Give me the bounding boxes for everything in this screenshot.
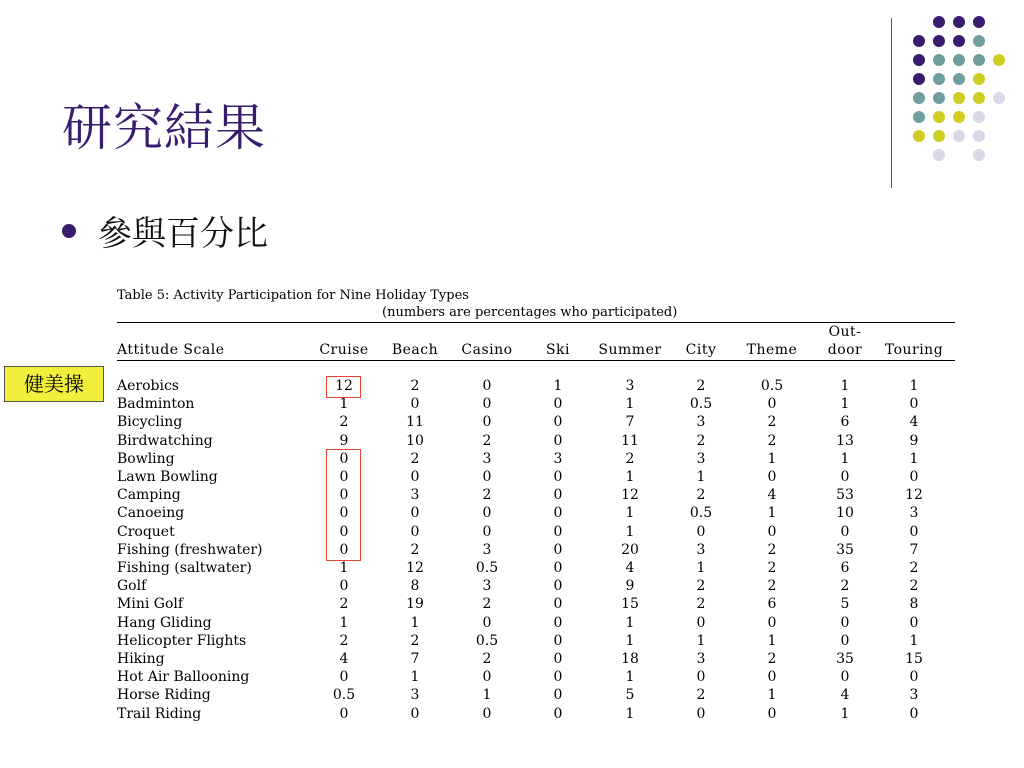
table-row-label: Lawn Bowling	[117, 469, 218, 485]
table-cell: 0	[482, 414, 492, 431]
table-cell: 1	[482, 687, 492, 704]
decorative-dot	[913, 111, 925, 123]
table-cell: 2	[696, 432, 706, 449]
bullet-text: 參與百分比	[98, 214, 268, 254]
table-cell: 0	[553, 432, 563, 449]
table-row-label: Golf	[117, 578, 147, 595]
table-cell: 3	[553, 450, 563, 467]
table-row-label: Horse Riding	[117, 687, 211, 704]
table-cell: 0	[767, 469, 777, 485]
table-cell: 0	[553, 414, 563, 431]
column-header: Out-	[828, 324, 862, 340]
table-cell: 0	[696, 705, 706, 722]
table-cell: 0	[482, 669, 492, 686]
table-cell: 0	[767, 523, 777, 540]
table-cell: 0	[553, 396, 563, 413]
table-cell: 53	[836, 487, 854, 504]
table-cell: 8	[410, 578, 420, 595]
table-cell: 0	[339, 450, 349, 467]
column-header: Cruise	[319, 342, 369, 358]
table-cell: 1	[625, 632, 635, 649]
table-cell: 4	[909, 414, 919, 431]
table-cell: 35	[836, 541, 854, 558]
table-cell: 7	[410, 651, 420, 667]
table-cell: 0	[553, 578, 563, 595]
column-header: door	[827, 342, 863, 358]
table-cell: 1	[625, 469, 635, 485]
table-cell: 0	[553, 687, 563, 704]
decorative-dot	[913, 73, 925, 85]
table-cell: 3	[625, 378, 635, 394]
column-header: City	[685, 342, 717, 358]
table-cell: 1	[840, 705, 850, 722]
decorative-dot	[953, 130, 965, 142]
table-cell: 1	[840, 396, 850, 413]
table-cell: 2	[767, 541, 777, 558]
table-row-label: Bicycling	[117, 414, 183, 431]
table-cell: 1	[339, 560, 349, 576]
table-cell: 20	[621, 541, 639, 558]
table-row-label: Badminton	[117, 396, 195, 413]
table-cell: 13	[836, 432, 854, 449]
table-cell: 1	[767, 450, 777, 467]
highlight-box-aerobics	[326, 376, 361, 398]
table-cell: 0	[840, 469, 850, 485]
table-cell: 18	[621, 651, 639, 667]
bullet-icon	[62, 224, 76, 238]
table-cell: 12	[905, 487, 923, 504]
table-cell: 0	[553, 541, 563, 558]
table-row-label: Birdwatching	[117, 432, 213, 449]
table-cell: 1	[696, 560, 706, 576]
table-cell: 0	[339, 523, 349, 540]
table-cell: 9	[909, 432, 919, 449]
table-cell: 2	[410, 541, 420, 558]
table-cell: 0	[553, 596, 563, 613]
table-cell: 15	[621, 596, 639, 613]
decorative-dot	[973, 130, 985, 142]
table-cell: 2	[767, 578, 777, 595]
table-cell: 12	[406, 560, 424, 576]
table-row-label: Croquet	[117, 523, 175, 540]
table-cell: 1	[625, 669, 635, 686]
table-row-label: Aerobics	[117, 378, 179, 394]
table-cell: 4	[625, 560, 635, 576]
decorative-dot	[953, 73, 965, 85]
decorative-dot	[933, 16, 945, 28]
table-cell: 1	[909, 632, 919, 649]
decorative-dot	[973, 111, 985, 123]
table-row-label: Hiking	[117, 651, 165, 667]
highlight-box-cruise-zeros	[326, 449, 361, 561]
decorative-dot	[973, 35, 985, 47]
table-cell: 4	[767, 487, 777, 504]
table-cell: 11	[621, 432, 639, 449]
table-cell: 0	[909, 396, 919, 413]
table-cell: 1	[909, 378, 919, 394]
table-row-label: Trail Riding	[117, 705, 202, 722]
table-row-label: Canoeing	[117, 505, 185, 522]
table-cell: 0	[482, 378, 492, 394]
table-cell: 2	[696, 596, 706, 613]
table-cell: 0	[767, 614, 777, 631]
decorative-dot	[913, 92, 925, 104]
table-cell: 2	[410, 632, 420, 649]
table-cell: 2	[696, 578, 706, 595]
table-row-label: Mini Golf	[117, 596, 184, 613]
decorative-dot	[993, 92, 1005, 104]
table-row-label: Fishing (freshwater)	[117, 541, 263, 558]
table-cell: 1	[339, 614, 349, 631]
table-cell: 2	[840, 578, 850, 595]
table-cell: 0.5	[689, 396, 713, 413]
column-header: Summer	[598, 342, 662, 358]
table-cell: 0	[482, 396, 492, 413]
bullet-item	[62, 206, 268, 255]
table-cell: 2	[482, 487, 492, 504]
decorative-dot	[933, 54, 945, 66]
table-cell: 2	[339, 632, 349, 649]
decorative-dot	[913, 35, 925, 47]
column-header: Touring	[884, 342, 944, 358]
table-top-rule	[117, 322, 955, 323]
table-row-label: Hang Gliding	[117, 614, 212, 631]
table-cell: 0	[553, 523, 563, 540]
column-header: Theme	[746, 342, 798, 358]
table-cell: 6	[767, 596, 777, 613]
decorative-dot	[993, 54, 1005, 66]
table-cell: 0	[553, 560, 563, 576]
table-cell: 0	[339, 487, 349, 504]
table-cell: 9	[339, 432, 349, 449]
table-cell: 0	[909, 705, 919, 722]
table-cell: 3	[482, 578, 492, 595]
table-cell: 1	[696, 469, 706, 485]
decorative-dot	[953, 54, 965, 66]
table-cell: 6	[840, 414, 850, 431]
table-cell: 0	[339, 469, 349, 485]
table-cell: 0	[339, 505, 349, 522]
decorative-dot	[973, 16, 985, 28]
table-cell: 2	[339, 414, 349, 431]
table-cell: 0	[696, 669, 706, 686]
table-cell: 0	[553, 669, 563, 686]
table-row-label: Hot Air Ballooning	[117, 669, 250, 686]
decorative-dot	[973, 149, 985, 161]
table-cell: 1	[339, 396, 349, 413]
table-cell: 0	[410, 469, 420, 485]
table-cell: 6	[840, 560, 850, 576]
table-cell: 0	[553, 487, 563, 504]
table-cell: 0	[553, 614, 563, 631]
table-cell: 0	[339, 705, 349, 722]
table-caption: Table 5: Activity Participation for Nine Holiday Types	[117, 288, 469, 303]
table-cell: 0	[482, 705, 492, 722]
table-cell: 10	[406, 432, 424, 449]
decorative-dot	[913, 130, 925, 142]
table-cell: 0	[840, 669, 850, 686]
table-cell: 3	[909, 687, 919, 704]
decorative-dot	[933, 92, 945, 104]
table-cell: 3	[696, 541, 706, 558]
decorative-dot	[973, 92, 985, 104]
decorative-dot	[953, 92, 965, 104]
table-cell: 1	[553, 378, 563, 394]
table-cell: 0.5	[475, 560, 499, 576]
table-cell: 1	[767, 632, 777, 649]
table-cell: 35	[836, 651, 854, 667]
decorative-dot	[933, 111, 945, 123]
table-cell: 0.5	[475, 632, 499, 649]
table-cell: 11	[406, 414, 424, 431]
table-cell: 0	[840, 614, 850, 631]
table-cell: 3	[696, 450, 706, 467]
table-row-label: Bowling	[117, 450, 175, 467]
table-cell: 2	[767, 414, 777, 431]
table-cell: 0	[696, 523, 706, 540]
table-cell: 2	[625, 450, 635, 467]
table-subcaption: (numbers are percentages who participated)	[382, 305, 678, 320]
table-cell: 1	[909, 450, 919, 467]
table-cell: 10	[836, 505, 854, 522]
table-cell: 0	[339, 578, 349, 595]
table-cell: 3	[410, 487, 420, 504]
table-cell: 0	[909, 614, 919, 631]
table-cell: 0	[553, 505, 563, 522]
table-cell: 0	[840, 632, 850, 649]
table-cell: 0	[767, 705, 777, 722]
table-cell: 1	[696, 632, 706, 649]
table-row-label: Camping	[117, 487, 181, 504]
table-cell: 0	[767, 396, 777, 413]
table-cell: 7	[909, 541, 919, 558]
table-cell: 0	[410, 705, 420, 722]
table-cell: 12	[335, 378, 353, 394]
table-cell: 8	[909, 596, 919, 613]
table-header-rule	[117, 360, 955, 361]
table-cell: 0	[410, 505, 420, 522]
table-cell: 2	[909, 560, 919, 576]
table-cell: 12	[621, 487, 639, 504]
table-cell: 1	[625, 523, 635, 540]
decorative-dot	[933, 149, 945, 161]
table-cell: 0	[482, 523, 492, 540]
table-cell: 2	[767, 560, 777, 576]
table-cell: 0	[410, 396, 420, 413]
table-cell: 1	[840, 378, 850, 394]
table-cell: 7	[625, 414, 635, 431]
table-cell: 2	[696, 378, 706, 394]
table-cell: 0.5	[332, 687, 356, 704]
table-cell: 2	[410, 378, 420, 394]
table-cell: 3	[410, 687, 420, 704]
table-cell: 2	[767, 651, 777, 667]
table-cell: 0	[482, 469, 492, 485]
table-cell: 2	[482, 651, 492, 667]
table-cell: 0	[339, 541, 349, 558]
column-header: Casino	[461, 342, 513, 358]
table-cell: 0	[553, 632, 563, 649]
table-cell: 1	[767, 505, 777, 522]
table-cell: 4	[339, 651, 349, 667]
table-cell: 1	[410, 669, 420, 686]
table-cell: 15	[905, 651, 923, 667]
table-cell: 0	[909, 669, 919, 686]
table-cell: 0	[482, 614, 492, 631]
decorative-dot	[913, 54, 925, 66]
table-cell: 5	[625, 687, 635, 704]
decorative-dot	[953, 111, 965, 123]
table-cell: 0	[339, 669, 349, 686]
table-cell: 19	[406, 596, 424, 613]
table-cell: 4	[840, 687, 850, 704]
table-cell: 0.5	[760, 378, 784, 394]
table-cell: 1	[625, 396, 635, 413]
column-header: Beach	[391, 342, 439, 358]
decorative-dot	[933, 35, 945, 47]
table-cell: 5	[840, 596, 850, 613]
table-cell: 9	[625, 578, 635, 595]
table-cell: 2	[696, 687, 706, 704]
table-cell: 3	[482, 541, 492, 558]
table-cell: 3	[696, 651, 706, 667]
callout-label: 健美操	[4, 366, 104, 402]
table-cell: 2	[696, 487, 706, 504]
decorative-dot	[973, 54, 985, 66]
table-cell: 2	[909, 578, 919, 595]
table-cell: 0	[909, 523, 919, 540]
table-cell: 1	[410, 614, 420, 631]
column-header-row-label: Attitude Scale	[117, 342, 225, 358]
table-cell: 0	[553, 705, 563, 722]
table-cell: 0	[840, 523, 850, 540]
page-title: 研究結果	[62, 99, 266, 157]
table-cell: 0	[553, 651, 563, 667]
table-cell: 2	[410, 450, 420, 467]
column-header: Ski	[545, 342, 571, 358]
divider-line	[891, 18, 892, 188]
table-cell: 3	[909, 505, 919, 522]
table-row-label: Fishing (saltwater)	[117, 560, 252, 576]
table-cell: 0	[410, 523, 420, 540]
decorative-dot	[933, 130, 945, 142]
table-row-label: Helicopter Flights	[117, 632, 247, 649]
table-cell: 0	[482, 505, 492, 522]
table-cell: 0	[767, 669, 777, 686]
table-cell: 2	[482, 596, 492, 613]
table-cell: 0.5	[689, 505, 713, 522]
table-cell: 2	[482, 432, 492, 449]
table-cell: 1	[625, 705, 635, 722]
table-cell: 0	[909, 469, 919, 485]
decorative-dot	[933, 73, 945, 85]
decorative-dot	[953, 16, 965, 28]
table-cell: 2	[767, 432, 777, 449]
decorative-dot	[973, 73, 985, 85]
table-cell: 0	[696, 614, 706, 631]
table-cell: 2	[339, 596, 349, 613]
table-cell: 3	[482, 450, 492, 467]
decorative-dot	[953, 35, 965, 47]
table-cell: 0	[553, 469, 563, 485]
table-cell: 1	[840, 450, 850, 467]
table-cell: 3	[696, 414, 706, 431]
table-cell: 1	[625, 505, 635, 522]
table-cell: 1	[767, 687, 777, 704]
table-cell: 1	[625, 614, 635, 631]
